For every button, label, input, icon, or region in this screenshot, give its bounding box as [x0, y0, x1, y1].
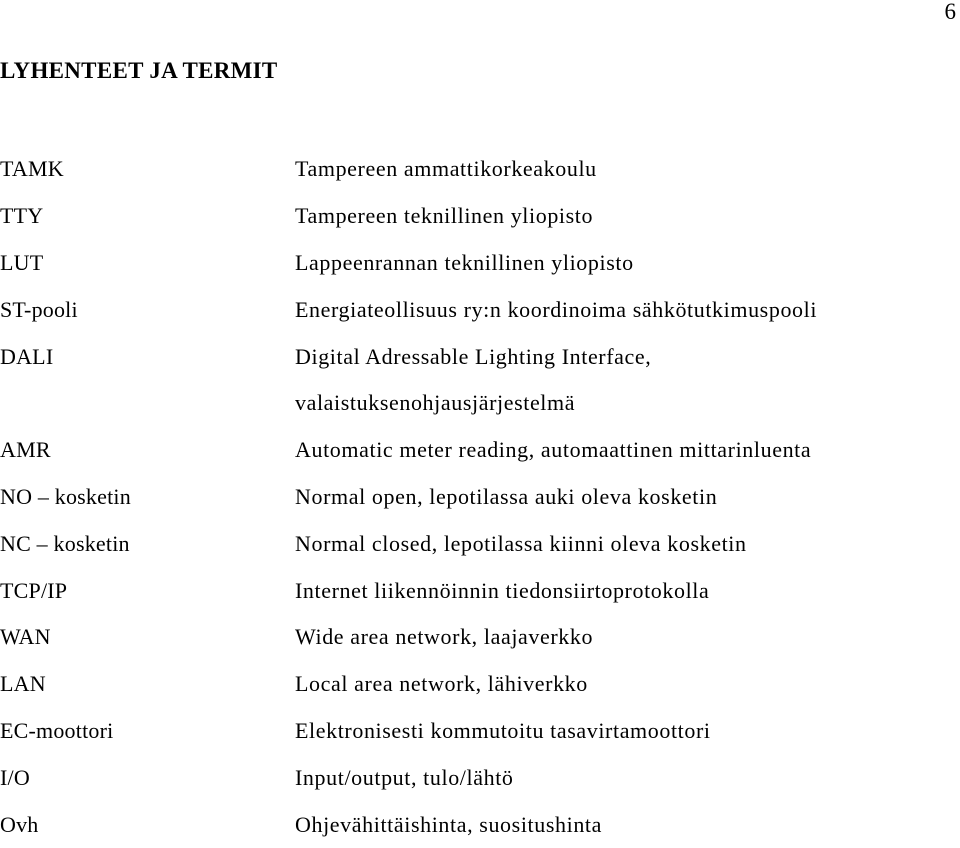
definition: Internet liikennöinnin tiedonsiirtoprotokolla	[295, 577, 710, 603]
definition: Tampereen ammattikorkeakoulu	[295, 156, 597, 182]
term: LUT	[0, 249, 44, 275]
term: ST-pooli	[0, 296, 78, 322]
definition: Lappeenrannan teknillinen yliopisto	[295, 249, 634, 275]
list-item	[0, 754, 960, 801]
definition: Local area network, lähiverkko	[295, 671, 588, 697]
list-item	[0, 240, 960, 287]
term: TTY	[0, 203, 44, 229]
definition: Digital Adressable Lighting Interface,	[295, 343, 652, 369]
definition: Tampereen teknillinen yliopisto	[295, 203, 594, 229]
term: AMR	[0, 437, 51, 463]
definition: Elektronisesti kommutoitu tasavirtamoottori	[295, 717, 711, 743]
abbreviation-list	[0, 146, 960, 848]
list-item	[0, 193, 960, 240]
list-item-continuation	[0, 380, 960, 427]
definition: Ohjevähittäishinta, suositushinta	[295, 811, 602, 837]
list-item	[0, 520, 960, 567]
term: NO – kosketin	[0, 483, 131, 509]
definition: Input/output, tulo/lähtö	[295, 764, 514, 790]
term: DALI	[0, 343, 54, 369]
term: EC-moottori	[0, 717, 114, 743]
term: NC – kosketin	[0, 530, 130, 556]
term: LAN	[0, 671, 46, 697]
definition: Energiateollisuus ry:n koordinoima sähkötutkimuspooli	[295, 296, 818, 322]
list-item	[0, 567, 960, 614]
definition: valaistuksenohjausjärjestelmä	[295, 390, 576, 416]
term: WAN	[0, 624, 51, 650]
definition: Normal closed, lepotilassa kiinni oleva kosketin	[295, 530, 747, 556]
list-item	[0, 474, 960, 521]
list-item	[0, 146, 960, 193]
list-item	[0, 708, 960, 755]
page-number: 6	[944, 0, 956, 24]
term: I/O	[0, 764, 30, 790]
list-item	[0, 333, 960, 380]
list-item	[0, 801, 960, 848]
page-heading: LYHENTEET JA TERMIT	[0, 58, 278, 83]
term: TCP/IP	[0, 577, 68, 603]
list-item	[0, 614, 960, 661]
definition: Automatic meter reading, automaattinen mittarinluenta	[295, 437, 812, 463]
list-item	[0, 427, 960, 474]
definition: Wide area network, laajaverkko	[295, 624, 594, 650]
definition: Normal open, lepotilassa auki oleva kosketin	[295, 483, 718, 509]
term: TAMK	[0, 156, 64, 182]
list-item	[0, 286, 960, 333]
term: Ovh	[0, 811, 39, 837]
list-item	[0, 661, 960, 708]
